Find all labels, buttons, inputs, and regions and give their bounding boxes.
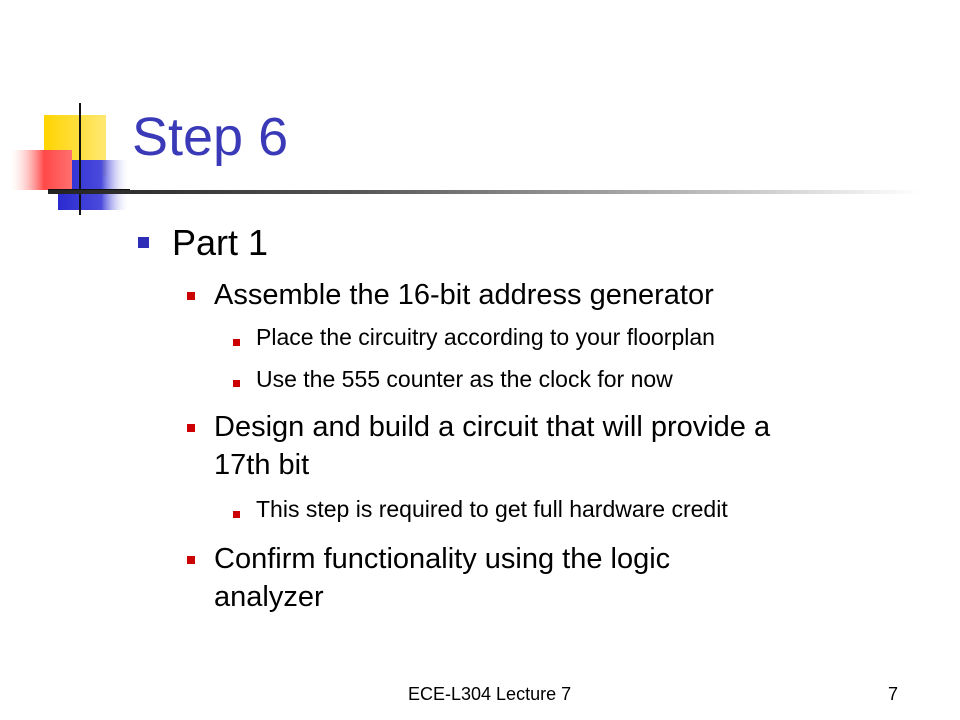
bullet-level2-marker [187,556,195,564]
slide-title: Step 6 [132,107,289,167]
bullet-step-required: This step is required to get full hardware credit [256,496,728,522]
footer-text: ECE-L304 Lecture 7 [408,684,572,704]
bullet-confirm-cont: analyzer [214,581,324,613]
bullet-confirm: Confirm functionality using the logic [214,543,671,575]
bullet-design-build-cont: 17th bit [214,449,310,481]
bullet-part1: Part 1 [172,222,269,263]
bullet-design-build: Design and build a circuit that will provide a [214,411,771,443]
bullet-level1-marker [138,237,149,248]
corner-decoration [0,0,140,230]
bullet-assemble: Assemble the 16-bit address generator [214,279,714,311]
bullet-level3-marker [233,339,240,346]
bullet-level3-marker [233,380,240,387]
bullet-level3-marker [233,511,240,518]
bullet-use-555: Use the 555 counter as the clock for now [256,366,673,392]
bullet-level2-marker [187,292,195,300]
bullet-level2-marker [187,424,195,432]
title-underline [48,190,920,194]
bullet-place-circuitry: Place the circuitry according to your floorplan [256,324,715,350]
page-number: 7 [888,684,899,704]
